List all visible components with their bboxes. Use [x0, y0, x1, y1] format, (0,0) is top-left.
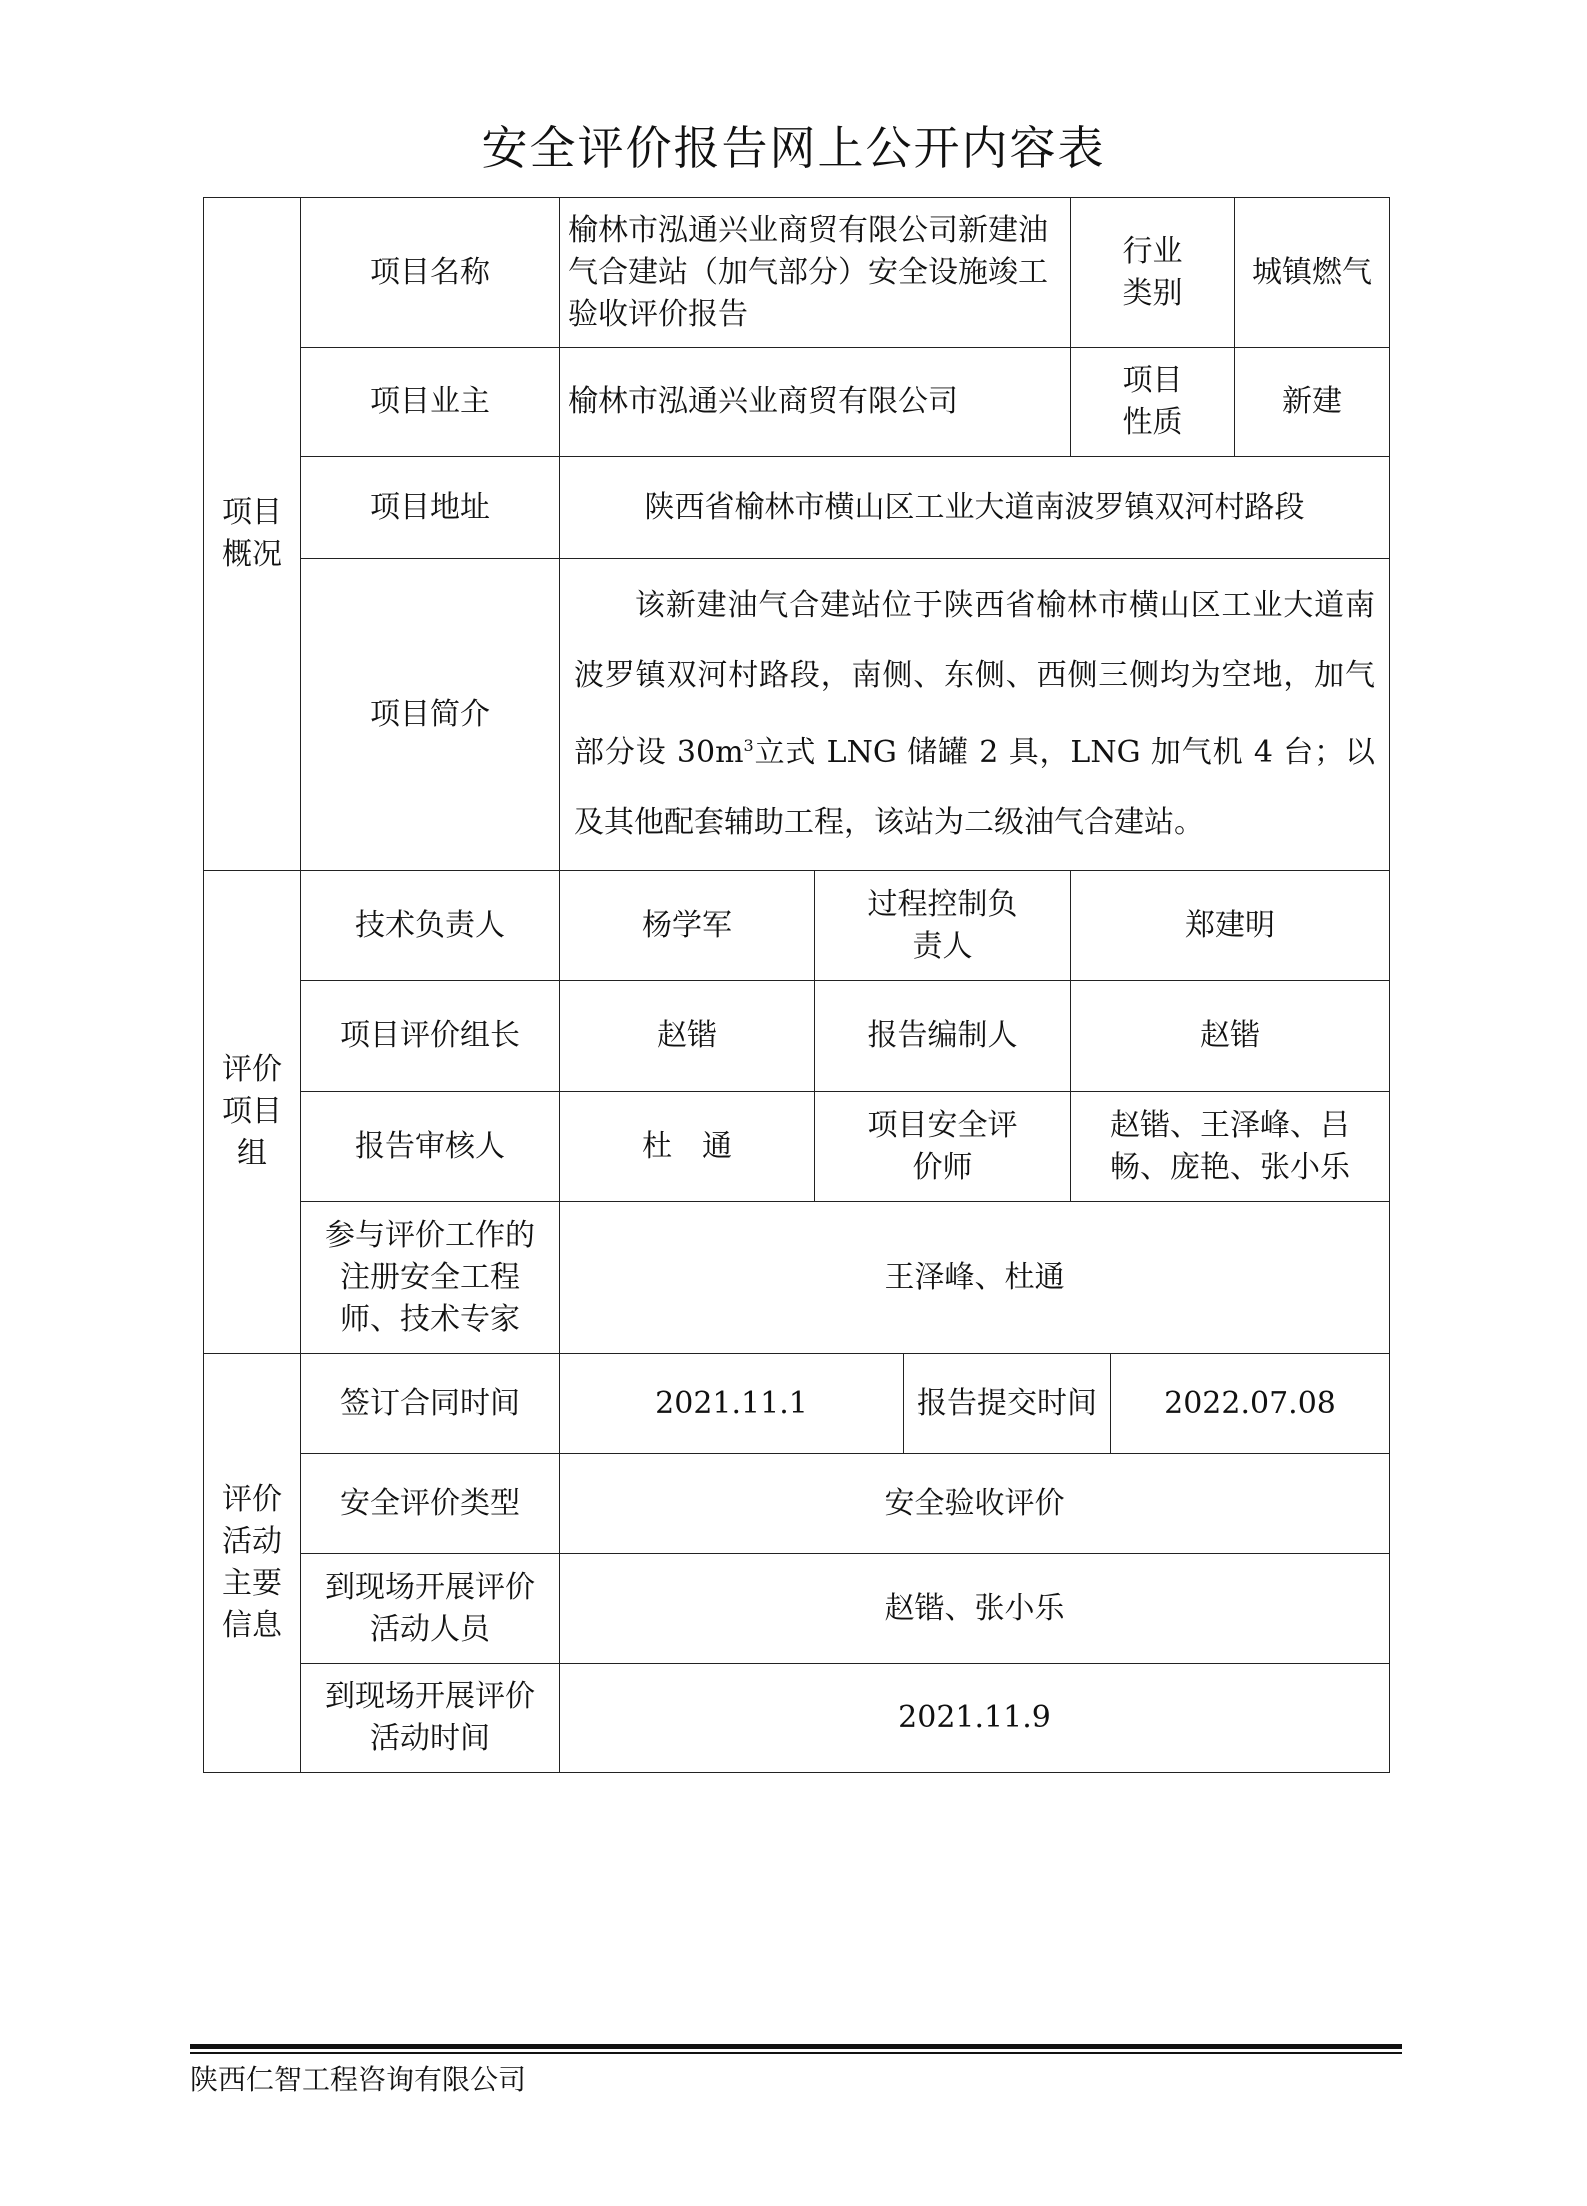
onsite-time-label: 到现场开展评价活动时间: [301, 1664, 560, 1773]
onsite-staff-value: 赵锴、张小乐: [560, 1554, 1390, 1664]
section-overview: 项目概况: [204, 198, 301, 871]
page-title: 安全评价报告网上公开内容表: [481, 121, 1106, 175]
project-nature-label: 项目性质: [1071, 348, 1235, 457]
reviewer-label: 报告审核人: [301, 1092, 560, 1202]
footer-company: 陕西仁智工程咨询有限公司: [190, 2063, 527, 2096]
group-leader-value: 赵锴: [560, 981, 815, 1092]
section-team: 评价项目组: [204, 871, 301, 1354]
project-nature-value: 新建: [1235, 348, 1390, 457]
project-owner-label: 项目业主: [301, 348, 560, 457]
intro-text-2: 立式 LNG 储罐 2 具，LNG 加气机 4 台；以及其他配套辅助工程，该站为二级油气合建站。: [574, 735, 1375, 840]
contract-date-label: 签订合同时间: [301, 1354, 560, 1454]
project-address-label: 项目地址: [301, 457, 560, 559]
tech-lead-value: 杨学军: [560, 871, 815, 981]
safety-assessor-value: 赵锴、王泽峰、吕畅、庞艳、张小乐: [1071, 1092, 1390, 1202]
report-writer-value: 赵锴: [1071, 981, 1390, 1092]
reviewer-value: 杜 通: [560, 1092, 815, 1202]
group-leader-label: 项目评价组长: [301, 981, 560, 1092]
intro-text-1: 该新建油气合建站位于陕西省榆林市横山区工业大道南波罗镇双河村路段，南侧、东侧、西侧三侧均为空地，加气部分设 30m: [574, 588, 1375, 770]
project-intro-value: [560, 559, 1390, 871]
experts-value: 王泽峰、杜通: [560, 1202, 1390, 1354]
submit-date-value: 2022.07.08: [1111, 1354, 1390, 1454]
project-name-label: 项目名称: [301, 198, 560, 348]
industry-label: 行业类别: [1071, 198, 1235, 348]
section-activity: 评价活动主要信息: [204, 1354, 301, 1773]
tech-lead-label: 技术负责人: [301, 871, 560, 981]
onsite-time-value: 2021.11.9: [560, 1664, 1390, 1773]
project-name-value: 榆林市泓通兴业商贸有限公司新建油气合建站（加气部分）安全设施竣工验收评价报告: [560, 198, 1071, 348]
intro-superscript: 3: [743, 736, 754, 755]
safety-assessor-label: 项目安全评价师: [815, 1092, 1071, 1202]
project-owner-value: 榆林市泓通兴业商贸有限公司: [560, 348, 1071, 457]
report-writer-label: 报告编制人: [815, 981, 1071, 1092]
industry-value: 城镇燃气: [1235, 198, 1390, 348]
assessment-type-label: 安全评价类型: [301, 1454, 560, 1554]
process-lead-value: 郑建明: [1071, 871, 1390, 981]
submit-date-label: 报告提交时间: [904, 1354, 1111, 1454]
report-table: [203, 197, 1390, 1773]
onsite-staff-label: 到现场开展评价活动人员: [301, 1554, 560, 1664]
project-intro-label: 项目简介: [301, 559, 560, 871]
assessment-type-value: 安全验收评价: [560, 1454, 1390, 1554]
footer-divider: [190, 2044, 1402, 2054]
contract-date-value: 2021.11.1: [560, 1354, 904, 1454]
experts-label: 参与评价工作的注册安全工程师、技术专家: [301, 1202, 560, 1354]
project-address-value: 陕西省榆林市横山区工业大道南波罗镇双河村路段: [560, 457, 1390, 559]
process-lead-label: 过程控制负责人: [815, 871, 1071, 981]
